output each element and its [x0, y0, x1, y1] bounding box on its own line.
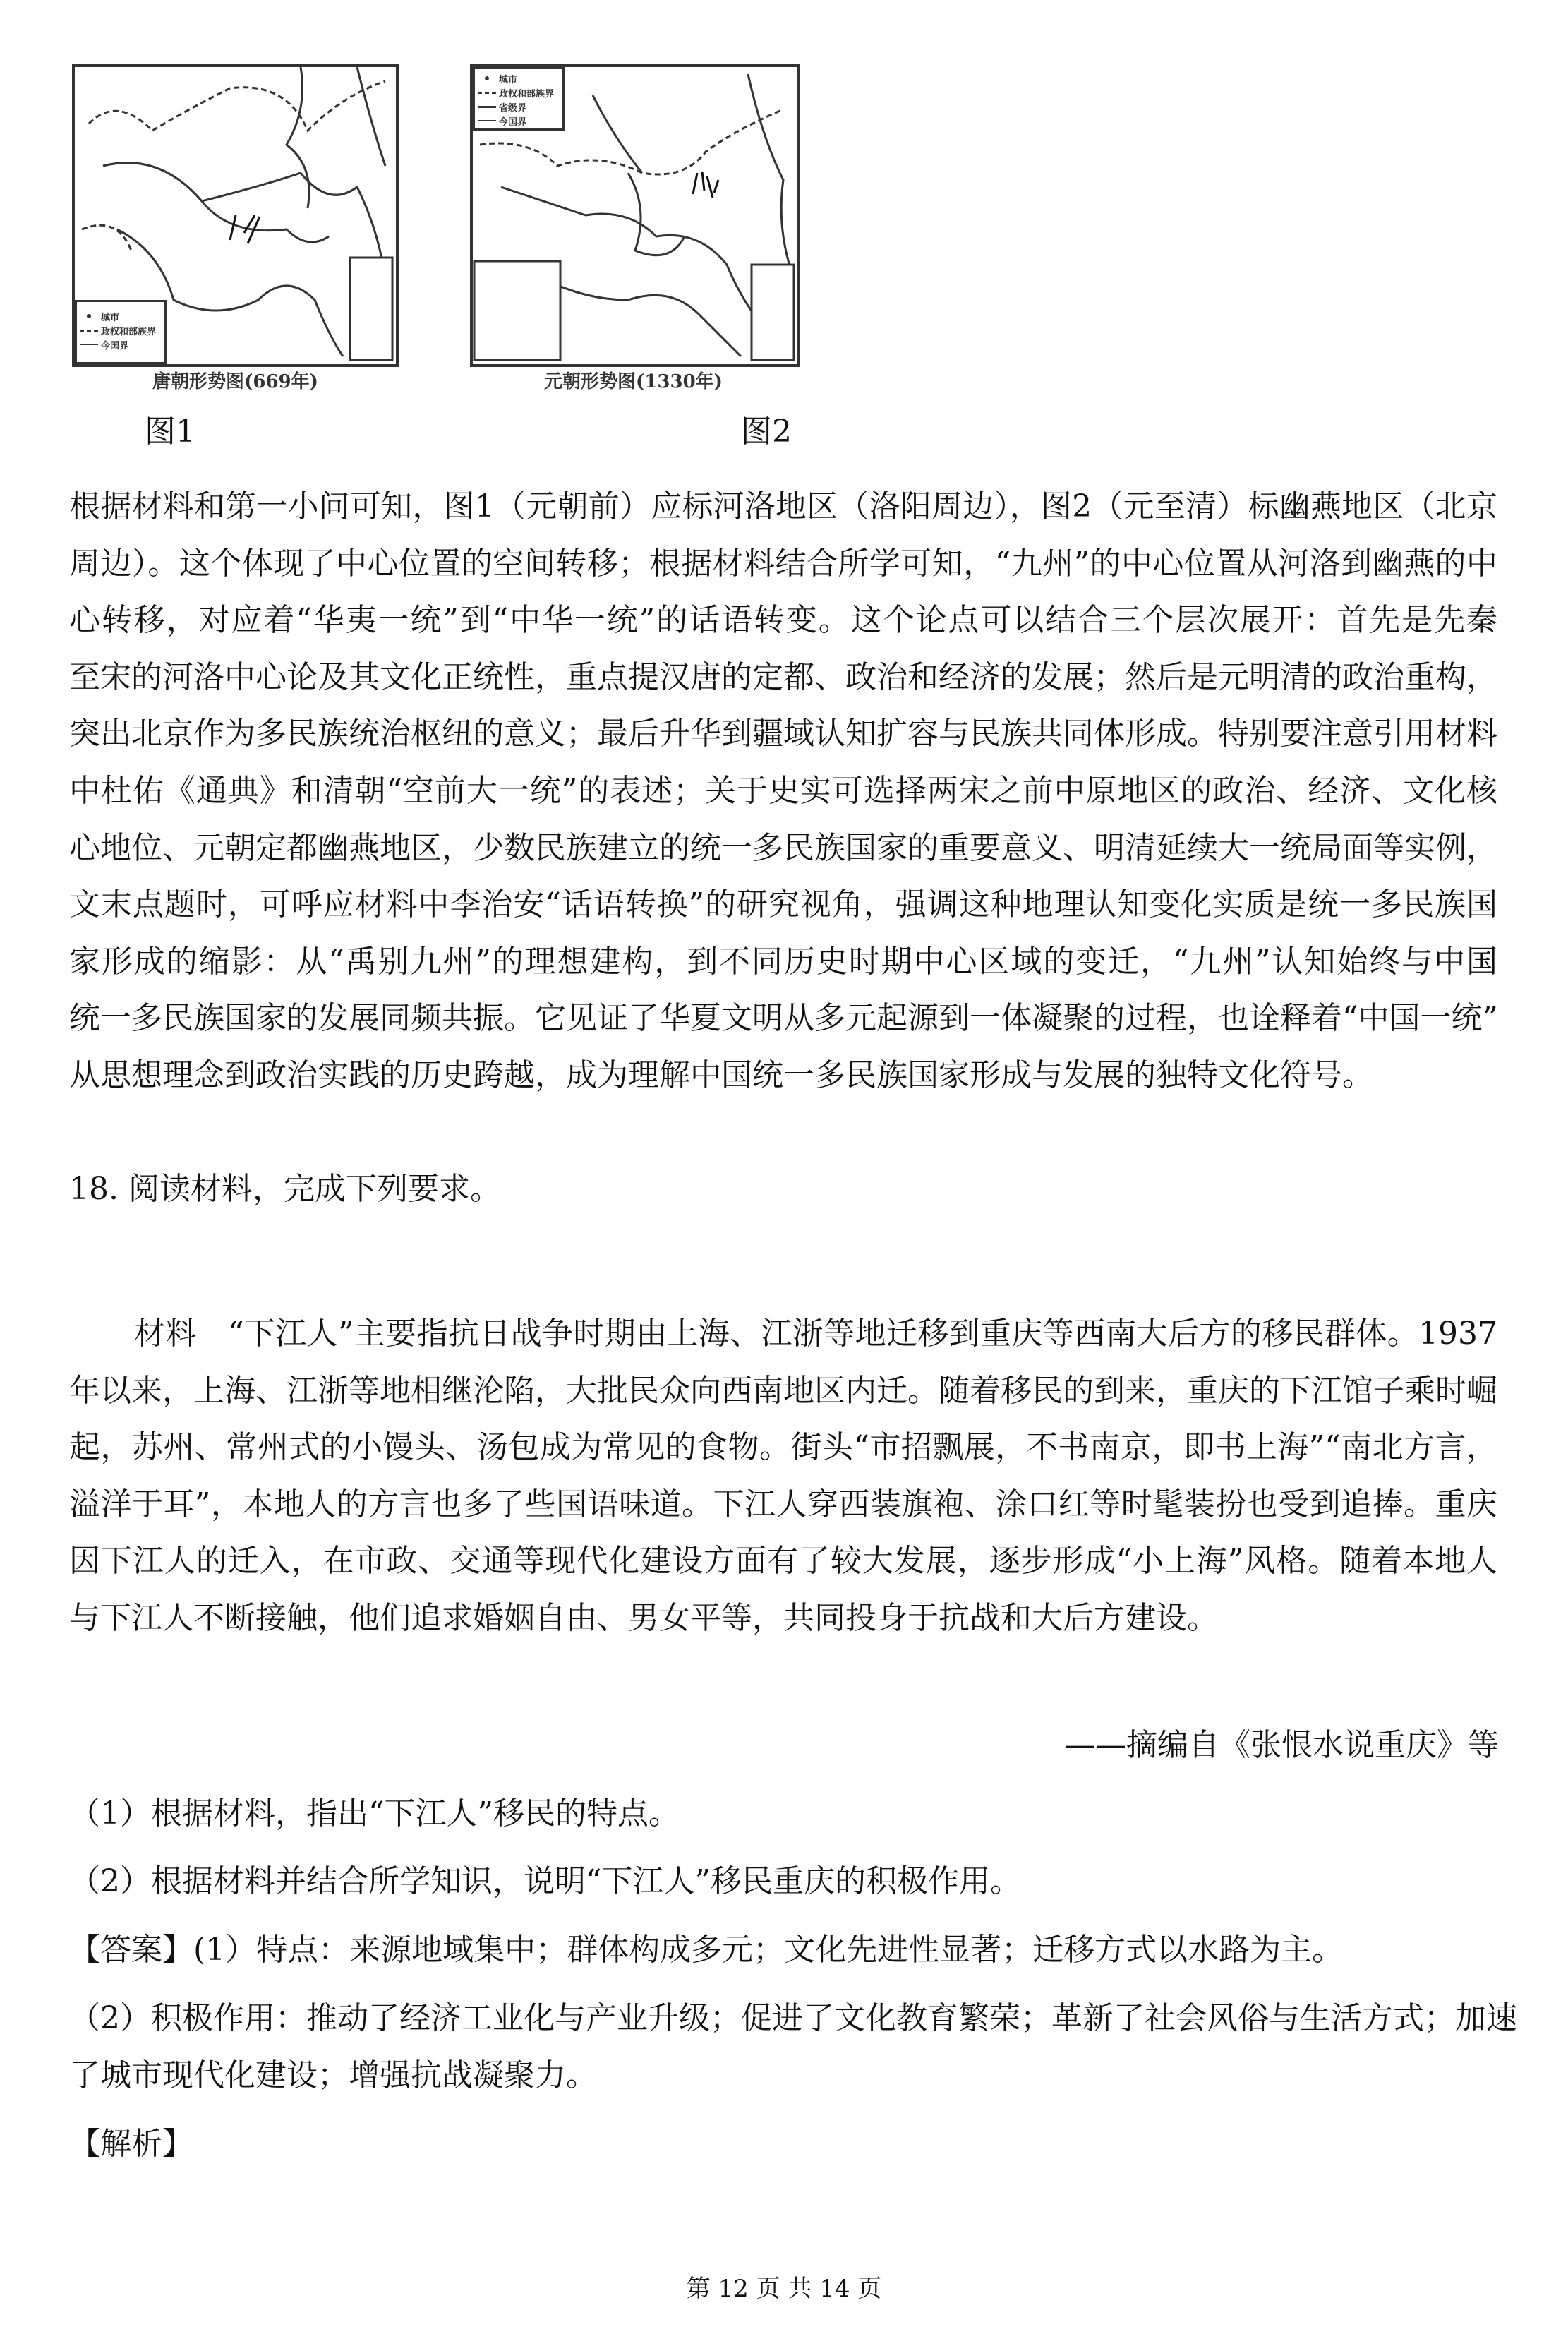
- legend-item: [80, 337, 162, 351]
- legend-item: [80, 323, 162, 337]
- dashed-line-icon: [478, 92, 496, 94]
- figure2-caption: 元朝形势图(1330年): [544, 371, 723, 392]
- province-line-icon: [478, 106, 496, 108]
- legend-label: 政权和部族界: [499, 88, 555, 100]
- question-title: 18. 阅读材料，完成下列要求。: [69, 1171, 501, 1207]
- dashed-line-icon: [80, 330, 98, 332]
- answer-line: 了城市现代化建设；增强抗战凝聚力。: [69, 2057, 597, 2093]
- material-source: ——摘编自《张恨水说重庆》等: [1064, 1727, 1499, 1763]
- material-line: 年以来，上海、江浙等地相继沦陷，大批民众向西南地区内迁。随着移民的到来，重庆的下江馆子乘时崛: [69, 1372, 1497, 1409]
- legend-label: 城市: [101, 312, 120, 323]
- legend-label: 城市: [499, 74, 518, 85]
- analysis-line: 根据材料和第一小问可知，图1（元朝前）应标河洛地区（洛阳周边），图2（元至清）标幽燕地区（北京: [69, 488, 1497, 524]
- analysis-line: 从思想理念到政治实践的历史跨越，成为理解中国统一多民族国家形成与发展的独特文化符号。: [69, 1057, 1373, 1093]
- sub-question: （2）根据材料并结合所学知识，说明“下江人”移民重庆的积极作用。: [69, 1863, 1021, 1899]
- analysis-label: 【解析】: [69, 2126, 193, 2162]
- legend-label: 省级界: [499, 102, 527, 114]
- legend-item: [478, 71, 560, 85]
- sub-question: （1）根据材料，指出“下江人”移民的特点。: [69, 1795, 680, 1831]
- page-footer: 第 12 页 共 14 页: [686, 2275, 882, 2303]
- analysis-line: 统一多民族国家的发展同频共振。它见证了华夏文明从多元起源到一体凝聚的过程，也诠释着“中国一统”: [69, 1000, 1498, 1037]
- legend-item: [478, 85, 560, 100]
- solid-line-icon: [80, 344, 98, 345]
- answer-line: 【答案】(1）特点：来源地域集中；群体构成多元；文化先进性显著；迁移方式以水路为主。: [69, 1932, 1344, 1968]
- analysis-line: 心地位、元朝定都幽燕地区，少数民族建立的统一多民族国家的重要意义、明清延续大一统局面等实例，: [69, 829, 1497, 866]
- analysis-line: 突出北京作为多民族统治枢纽的意义；最后升华到疆域认知扩容与民族共同体形成。特别要注意引用材料: [69, 716, 1497, 752]
- material-line: 因下江人的迁入，在市政、交通等现代化建设方面有了较大发展，逐步形成“小上海”风格。随着本地人: [69, 1543, 1497, 1580]
- figure1-label: 图1: [145, 414, 195, 450]
- material-line: 溢洋于耳”，本地人的方言也多了些国语味道。下江人穿西装旗袍、涂口红等时髦装扮也受到追捧。重庆: [69, 1486, 1497, 1522]
- analysis-line: 周边）。这个体现了中心位置的空间转移；根据材料结合所学可知，“九州”的中心位置从河洛到幽燕的中: [69, 545, 1497, 582]
- legend-label: 今国界: [101, 340, 129, 351]
- analysis-line: 中杜佑《通典》和清朝“空前大一统”的表述；关于史实可选择两宋之前中原地区的政治、经济、文化核: [69, 773, 1497, 809]
- answer-line: （2）积极作用：推动了经济工业化与产业升级；促进了文化教育繁荣；革新了社会风俗与生活方式；加速: [69, 2000, 1517, 2036]
- yuan-map: [470, 64, 800, 367]
- city-dot-icon: [87, 314, 91, 318]
- analysis-line: 家形成的缩影：从“禹别九州”的理想建构，到不同历史时期中心区域的变迁，“九州”认知始终与中国: [69, 943, 1497, 980]
- legend-item: [478, 114, 560, 128]
- material-line: 与下江人不断接触，他们追求婚姻自由、男女平等，共同投身于抗战和大后方建设。: [69, 1600, 1218, 1636]
- figure2-label: 图2: [741, 414, 792, 450]
- tang-map: [72, 64, 399, 367]
- legend-label: 今国界: [499, 116, 527, 128]
- tang-map-legend: [75, 300, 167, 364]
- legend-item: [478, 100, 560, 114]
- analysis-line: 至宋的河洛中心论及其文化正统性，重点提汉唐的定都、政治和经济的发展；然后是元明清的政治重构，: [69, 658, 1497, 695]
- material-line: 起，苏州、常州式的小馒头、汤包成为常见的食物。街头“市招飘展，不书南京，即书上海”“南北方言，: [69, 1429, 1497, 1466]
- analysis-line: 文末点题时，可呼应材料中李治安“话语转换”的研究视角，强调这种地理认知变化实质是统一多民族国: [69, 886, 1497, 923]
- figure1-caption: 唐朝形势图(669年): [152, 371, 318, 392]
- city-dot-icon: [485, 76, 489, 80]
- legend-item: [80, 309, 162, 323]
- analysis-line: 心转移，对应着“华夷一统”到“中华一统”的话语转变。这个论点可以结合三个层次展开：首先是先秦: [69, 602, 1497, 639]
- material-line: 材料 “下江人”主要指抗日战争时期由上海、江浙等地迁移到重庆等西南大后方的移民群体。1937: [134, 1316, 1497, 1352]
- legend-label: 政权和部族界: [101, 326, 157, 337]
- yuan-map-legend: [473, 67, 565, 131]
- solid-line-icon: [478, 120, 496, 121]
